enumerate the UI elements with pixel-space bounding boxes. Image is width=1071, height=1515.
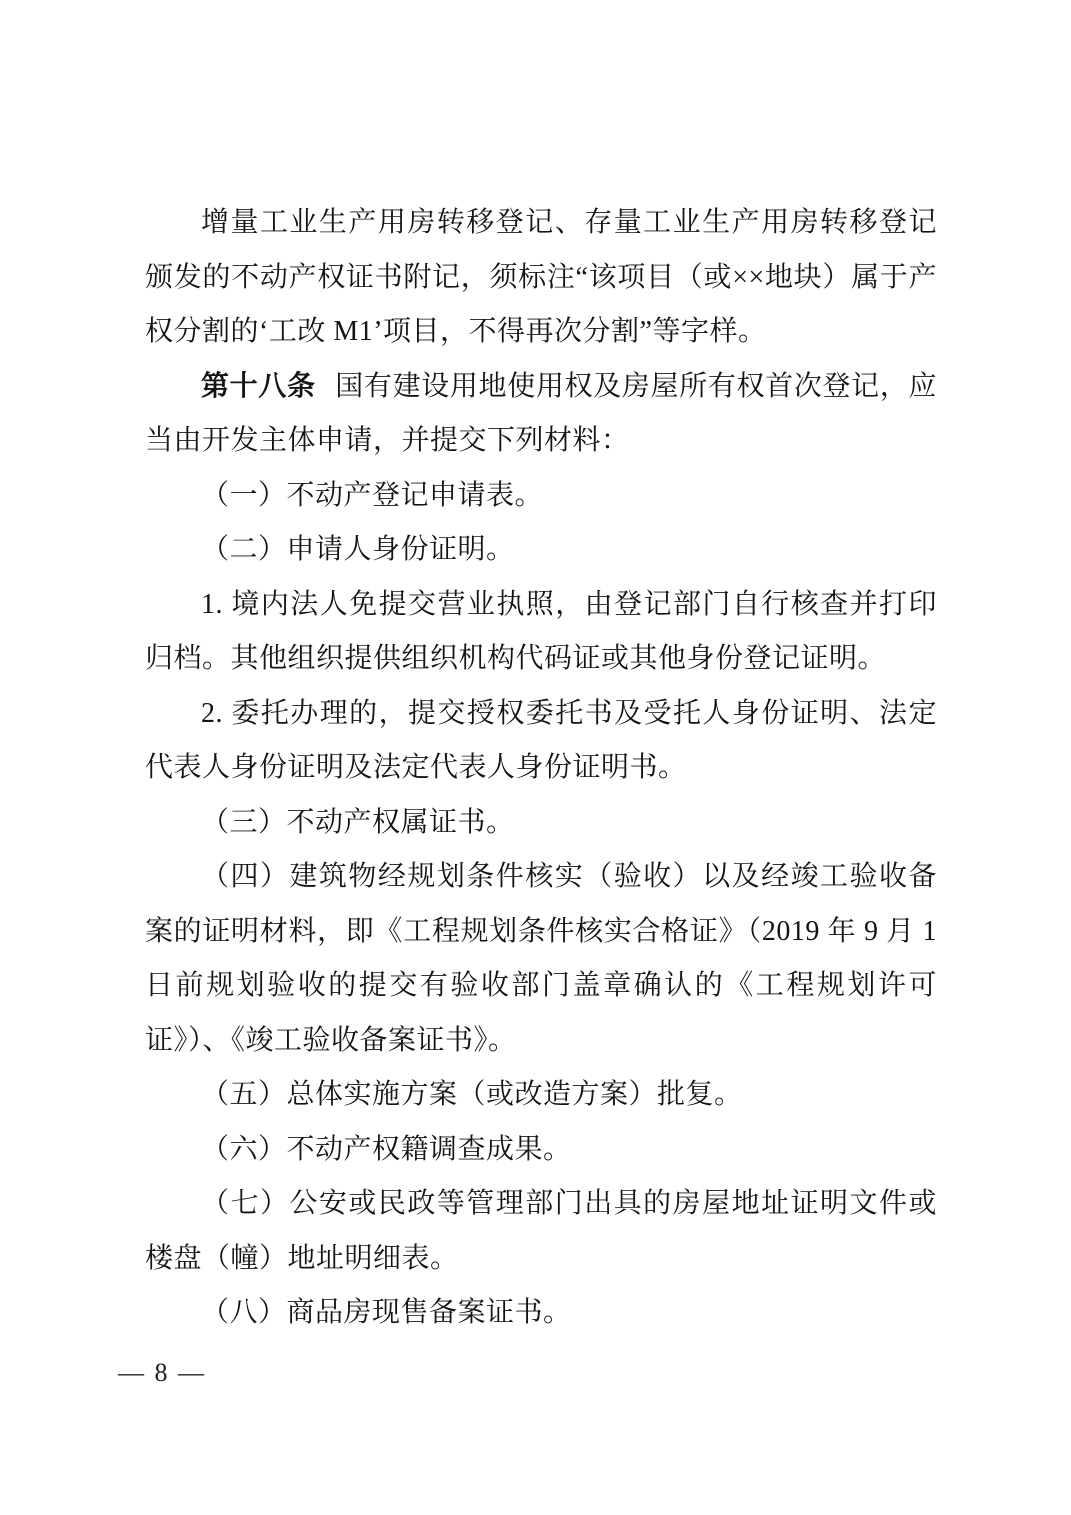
- list-item: （二）申请人身份证明。: [201, 534, 515, 565]
- list-item: （三）不动产权属证书。: [201, 806, 515, 838]
- list-item: （八）商品房现售备案证书。: [201, 1297, 572, 1328]
- list-item: （五）总体实施方案（或改造方案）批复。: [201, 1079, 743, 1110]
- article-number-label: 第十八条: [201, 370, 316, 402]
- list-item: （七）公安或民政等管理部门出具的房屋地址证明文件或楼盘（幢）地址明细表。: [145, 1188, 937, 1274]
- page-number: — 8 —: [118, 1358, 206, 1387]
- article-text: 国有建设用地使用权及房屋所有权首次登记，应当由开发主体申请，并提交下列材料：: [145, 370, 937, 456]
- list-item: （六）不动产权籍调查成果。: [201, 1133, 572, 1165]
- document-body: [145, 196, 937, 1341]
- sub-list-item: 2. 委托办理的，提交授权委托书及受托人身份证明、法定代表人身份证明及法定代表人身份证明书。: [145, 697, 937, 783]
- list-item: （四）建筑物经规划条件核实（验收）以及经竣工验收备案的证明材料，即《工程规划条件核实合格证》（2019 年 9 月 1 日前规划验收的提交有验收部门盖章确认的《工程规划许可证》）、《竣工验收备案证书》。: [145, 861, 937, 1056]
- list-item: （一）不动产登记申请表。: [201, 479, 544, 511]
- article-paragraph: [145, 360, 937, 469]
- sub-list-item: 1. 境内法人免提交营业执照，由登记部门自行核查并打印归档。其他组织提供组织机构代码证或其他身份登记证明。: [145, 588, 937, 674]
- paragraph: 增量工业生产用房转移登记、存量工业生产用房转移登记颁发的不动产权证书附记，须标注“该项目（或××地块）属于产权分割的‘工改 M1’项目，不得再次分割”等字样。: [145, 207, 937, 347]
